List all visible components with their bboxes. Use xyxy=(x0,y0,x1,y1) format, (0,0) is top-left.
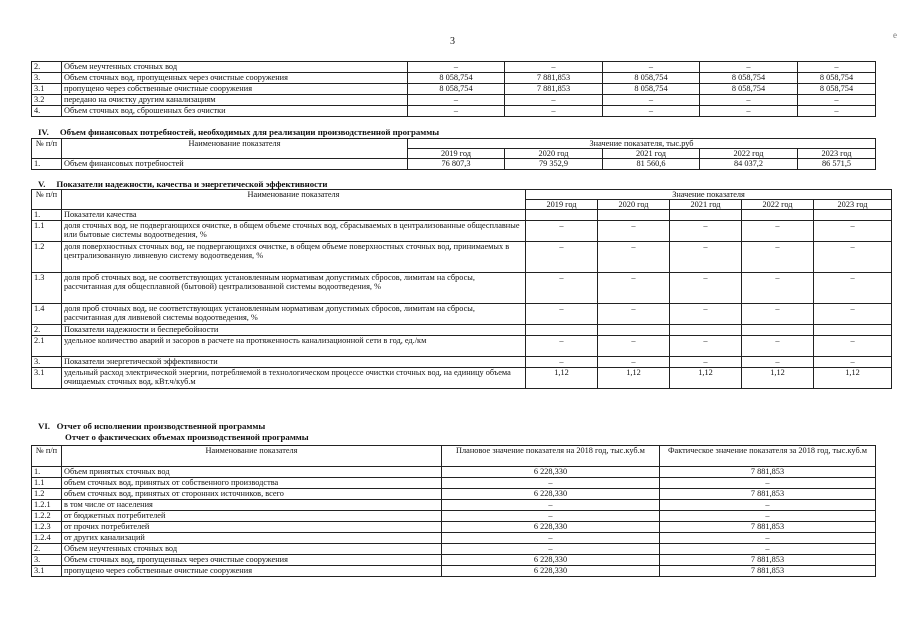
col-value-header: Значение показателя, тыс.руб xyxy=(408,139,876,149)
fact-value: – xyxy=(660,533,876,544)
plan-value: 6 228,330 xyxy=(442,522,660,533)
col-no-header: № п/п xyxy=(32,139,62,159)
row-name: доля сточных вод, не подвергающихся очистке, в общем объеме сточных вод, сбрасываемых в централизованные общесплавные или бытовые системы водоотведения, % xyxy=(62,221,526,242)
empty-cell xyxy=(670,325,742,336)
row-value: 76 807,3 xyxy=(408,159,505,170)
row-number: 1.1 xyxy=(32,478,62,489)
row-name: в том числе от населения xyxy=(62,500,442,511)
row-number: 2. xyxy=(32,544,62,555)
row-value: – xyxy=(526,242,598,273)
row-number: 2.1 xyxy=(32,336,62,357)
year-header: 2022 год xyxy=(700,149,798,159)
row-name: передано на очистку другим канализациям xyxy=(62,95,408,106)
row-name: пропущено через собственные очистные сооружения xyxy=(62,566,442,577)
row-value: – xyxy=(505,95,603,106)
row-name: Объем неучтенных сточных вод xyxy=(62,544,442,555)
col-name-header: Наименование показателя xyxy=(62,190,526,210)
row-value: – xyxy=(603,62,700,73)
row-value: – xyxy=(526,273,598,304)
year-header: 2020 год xyxy=(505,149,603,159)
row-name: Показатели энергетической эффективности xyxy=(62,357,526,368)
col-fact-header: Фактическое значение показателя за 2018 год, тыс.куб.м xyxy=(660,446,876,467)
row-number: 3.1 xyxy=(32,566,62,577)
row-name: удельное количество аварий и засоров в расчете на протяженность канализационной сети в год, ед./км xyxy=(62,336,526,357)
row-value: 1,12 xyxy=(814,368,892,389)
row-value: – xyxy=(598,304,670,325)
financial-needs-table xyxy=(31,138,876,170)
table-row xyxy=(32,95,876,106)
section-6-title: Отчет об исполнении производственной программы xyxy=(56,421,266,431)
row-name: Объем принятых сточных вод xyxy=(62,467,442,478)
table-row xyxy=(32,304,892,325)
row-value: – xyxy=(603,95,700,106)
section-5-heading xyxy=(38,179,327,189)
row-value: – xyxy=(798,62,876,73)
fact-value: – xyxy=(660,500,876,511)
row-value: – xyxy=(526,336,598,357)
row-number: 1.2 xyxy=(32,489,62,500)
table-row xyxy=(32,566,876,577)
table-row xyxy=(32,84,876,95)
row-value: 8 058,754 xyxy=(603,84,700,95)
table-row xyxy=(32,73,876,84)
row-value: 8 058,754 xyxy=(700,84,798,95)
corner-mark: е xyxy=(893,30,897,40)
row-value: – xyxy=(798,95,876,106)
row-value: – xyxy=(742,273,814,304)
row-value: 1,12 xyxy=(598,368,670,389)
row-number: 3.2 xyxy=(32,95,62,106)
fact-value: 7 881,853 xyxy=(660,467,876,478)
section-6-number: VI. xyxy=(38,421,50,431)
empty-cell xyxy=(814,210,892,221)
row-value: – xyxy=(670,242,742,273)
fact-value: 7 881,853 xyxy=(660,522,876,533)
plan-value: 6 228,330 xyxy=(442,467,660,478)
row-value: 8 058,754 xyxy=(603,73,700,84)
plan-value: 6 228,330 xyxy=(442,489,660,500)
section-6-heading xyxy=(38,421,265,431)
row-value: – xyxy=(814,273,892,304)
row-value: – xyxy=(505,62,603,73)
row-number: 1. xyxy=(32,467,62,478)
row-name: Показатели качества xyxy=(62,210,526,221)
row-number: 1.2.3 xyxy=(32,522,62,533)
year-header: 2023 год xyxy=(798,149,876,159)
table-row xyxy=(32,325,892,336)
table-row xyxy=(32,242,892,273)
row-name: Показатели надежности и бесперебойности xyxy=(62,325,526,336)
row-number: 1. xyxy=(32,159,62,170)
row-number: 2. xyxy=(32,325,62,336)
empty-cell xyxy=(742,210,814,221)
row-number: 1.1 xyxy=(32,221,62,242)
row-name: Объем финансовых потребностей xyxy=(62,159,408,170)
fact-value: – xyxy=(660,511,876,522)
row-name: пропущено через собственные очистные сооружения xyxy=(62,84,408,95)
row-value: – xyxy=(670,336,742,357)
row-value: – xyxy=(798,106,876,117)
col-name-header: Наименование показателя xyxy=(62,446,442,467)
row-value: – xyxy=(670,273,742,304)
row-value: 7 881,853 xyxy=(505,84,603,95)
row-value: 81 560,6 xyxy=(603,159,700,170)
row-value: – xyxy=(742,336,814,357)
row-number: 3.1 xyxy=(32,368,62,389)
empty-cell xyxy=(670,210,742,221)
empty-cell xyxy=(742,325,814,336)
row-value: – xyxy=(526,357,598,368)
row-value: 8 058,754 xyxy=(700,73,798,84)
row-number: 1.4 xyxy=(32,304,62,325)
row-number: 3. xyxy=(32,555,62,566)
table-row xyxy=(32,336,892,357)
table-row xyxy=(32,489,876,500)
row-number: 1. xyxy=(32,210,62,221)
row-value: 8 058,754 xyxy=(798,73,876,84)
row-value: – xyxy=(814,242,892,273)
row-value: – xyxy=(742,221,814,242)
row-value: 7 881,853 xyxy=(505,73,603,84)
table-row xyxy=(32,106,876,117)
row-value: – xyxy=(814,304,892,325)
row-name: объем сточных вод, принятых от сторонних источников, всего xyxy=(62,489,442,500)
row-name: от других канализаций xyxy=(62,533,442,544)
table-row xyxy=(32,478,876,489)
row-name: Объем сточных вод, сброшенных без очистки xyxy=(62,106,408,117)
row-name: Объем сточных вод, пропущенных через очистные сооружения xyxy=(62,73,408,84)
row-name: Объем сточных вод, пропущенных через очистные сооружения xyxy=(62,555,442,566)
page-number: 3 xyxy=(450,36,455,47)
row-value: – xyxy=(742,304,814,325)
row-value: 8 058,754 xyxy=(408,73,505,84)
section-4-heading xyxy=(38,127,439,137)
plan-value: – xyxy=(442,500,660,511)
table-row xyxy=(32,555,876,566)
year-header: 2020 год xyxy=(598,200,670,210)
row-value: 1,12 xyxy=(526,368,598,389)
row-number: 3.1 xyxy=(32,84,62,95)
empty-cell xyxy=(526,210,598,221)
row-value: – xyxy=(742,357,814,368)
row-number: 2. xyxy=(32,62,62,73)
table-row xyxy=(32,511,876,522)
table-row xyxy=(32,62,876,73)
row-value: – xyxy=(598,273,670,304)
fact-value: – xyxy=(660,544,876,555)
row-value: – xyxy=(603,106,700,117)
year-header: 2023 год xyxy=(814,200,892,210)
table-row xyxy=(32,467,876,478)
plan-value: 6 228,330 xyxy=(442,555,660,566)
row-value: – xyxy=(670,304,742,325)
table-row xyxy=(32,159,876,170)
row-value: – xyxy=(526,304,598,325)
row-value: 1,12 xyxy=(670,368,742,389)
row-value: – xyxy=(700,95,798,106)
row-value: 8 058,754 xyxy=(798,84,876,95)
section-6-subtitle: Отчет о фактических объемах производственной программы xyxy=(65,432,309,442)
table-row xyxy=(32,533,876,544)
table-row xyxy=(32,368,892,389)
empty-cell xyxy=(526,325,598,336)
table-row xyxy=(32,273,892,304)
actual-volumes-table xyxy=(31,445,876,577)
row-name: доля поверхностных сточных вод, не подвергающихся очистке, в общем объеме поверхностных сточных вод, принимаемых в централизованную ливневую систему водоотведения, % xyxy=(62,242,526,273)
row-value: – xyxy=(814,357,892,368)
section-4-number: IV. xyxy=(38,127,49,137)
row-number: 1.2.1 xyxy=(32,500,62,511)
col-value-header: Значение показателя xyxy=(526,190,892,200)
fact-value: 7 881,853 xyxy=(660,566,876,577)
empty-cell xyxy=(814,325,892,336)
row-name: доля проб сточных вод, не соответствующих установленным нормативам допустимых сбросов, лимитам на сбросы, рассчитанная для ливневой системы водоотведения, % xyxy=(62,304,526,325)
plan-value: – xyxy=(442,478,660,489)
row-number: 3. xyxy=(32,73,62,84)
row-value: – xyxy=(408,62,505,73)
table-row xyxy=(32,500,876,511)
row-value: – xyxy=(700,106,798,117)
col-plan-header: Плановое значение показателя на 2018 год, тыс.куб.м xyxy=(442,446,660,467)
year-header: 2021 год xyxy=(670,200,742,210)
row-value: – xyxy=(670,221,742,242)
row-value: – xyxy=(408,95,505,106)
col-no-header: № п/п xyxy=(32,190,62,210)
row-name: объем сточных вод, принятых от собственного производства xyxy=(62,478,442,489)
row-value: 1,12 xyxy=(742,368,814,389)
fact-value: 7 881,853 xyxy=(660,555,876,566)
empty-cell xyxy=(598,325,670,336)
table-row xyxy=(32,522,876,533)
plan-value: – xyxy=(442,544,660,555)
table-row xyxy=(32,357,892,368)
row-value: – xyxy=(670,357,742,368)
row-value: – xyxy=(598,336,670,357)
row-value: – xyxy=(598,357,670,368)
row-number: 1.2.4 xyxy=(32,533,62,544)
fact-value: 7 881,853 xyxy=(660,489,876,500)
row-number: 1.2.2 xyxy=(32,511,62,522)
row-value: – xyxy=(814,336,892,357)
row-value: – xyxy=(742,242,814,273)
table-row xyxy=(32,544,876,555)
year-header: 2019 год xyxy=(526,200,598,210)
row-number: 4. xyxy=(32,106,62,117)
section-4-title: Объем финансовых потребностей, необходимых для реализации производственной программы xyxy=(59,127,440,137)
plan-value: 6 228,330 xyxy=(442,566,660,577)
row-value: – xyxy=(700,62,798,73)
plan-value: – xyxy=(442,511,660,522)
section-5-number: V. xyxy=(38,179,46,189)
row-name: от бюджетных потребителей xyxy=(62,511,442,522)
row-number: 1.3 xyxy=(32,273,62,304)
row-value: – xyxy=(598,242,670,273)
table-row xyxy=(32,210,892,221)
row-value: 79 352,9 xyxy=(505,159,603,170)
row-name: от прочих потребителей xyxy=(62,522,442,533)
col-name-header: Наименование показателя xyxy=(62,139,408,159)
row-value: – xyxy=(814,221,892,242)
reliability-indicators-table xyxy=(31,189,892,389)
row-value: – xyxy=(598,221,670,242)
row-value: 8 058,754 xyxy=(408,84,505,95)
col-no-header: № п/п xyxy=(32,446,62,467)
year-header: 2022 год xyxy=(742,200,814,210)
section-5-title: Показатели надежности, качества и энергетической эффективности xyxy=(56,179,328,189)
table-row xyxy=(32,221,892,242)
year-header: 2019 год xyxy=(408,149,505,159)
row-number: 3. xyxy=(32,357,62,368)
row-value: 84 037,2 xyxy=(700,159,798,170)
fact-value: – xyxy=(660,478,876,489)
row-name: доля проб сточных вод, не соответствующих установленным нормативам допустимых сбросов, лимитам на сбросы, рассчитанная для общесплавной (бытовой) централизованной системы водоотведения, % xyxy=(62,273,526,304)
year-header: 2021 год xyxy=(603,149,700,159)
row-number: 1.2 xyxy=(32,242,62,273)
row-name: удельный расход электрической энергии, потребляемой в технологическом процессе очистки сточных вод, на единицу объема очищаемых сточных вод, кВт.ч/куб.м xyxy=(62,368,526,389)
row-name: Объем неучтенных сточных вод xyxy=(62,62,408,73)
plan-value: – xyxy=(442,533,660,544)
row-value: 86 571,5 xyxy=(798,159,876,170)
row-value: – xyxy=(408,106,505,117)
row-value: – xyxy=(505,106,603,117)
top-volume-table xyxy=(31,61,876,117)
row-value: – xyxy=(526,221,598,242)
empty-cell xyxy=(598,210,670,221)
